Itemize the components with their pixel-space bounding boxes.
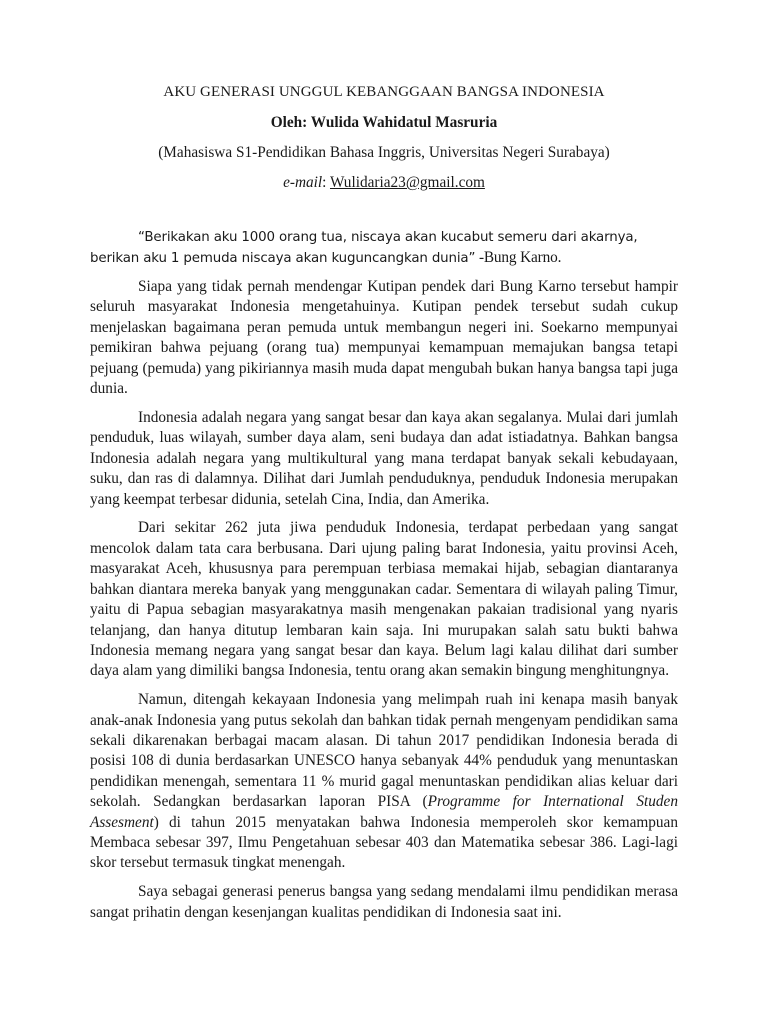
opening-quote: [90, 228, 678, 269]
document-page: [90, 84, 678, 932]
email-line: [90, 174, 678, 192]
email-label: e-mail: [283, 174, 323, 191]
email-link[interactable]: Wulidaria23@gmail.com: [329, 174, 485, 191]
author-line: Oleh: Wulida Wahidatul Masruria: [270, 114, 498, 131]
paragraph-2: Indonesia adalah negara yang sangat besar dan kaya akan segalanya. Mulai dari jumlah penduduk, luas wilayah, sumber daya alam, seni budaya dan adat istiadatnya. Bahkan bangsa Indonesia adalah negara yang multikultural yang mana terdapat banyak sekali kebudayaan, suku, dan ras di dalamnya. Dilihat dari Jumlah penduduknya, penduduk Indonesia merupakan yang keempat terbesar didunia, setelah Cina, India, dan Amerika.: [90, 408, 678, 508]
paragraph-4-part-a: Namun, ditengah kekayaan Indonesia yang melimpah ruah ini kenapa masih banyak anak-anak Indonesia yang putus sekolah dan bahkan tidak pernah mengenyam pendidikan sama sekali dikarenakan berbagai macam alasan. Di tahun 2017 pendidikan Indonesia berada di posisi 108 di dunia berdasarkan UNESCO hanya sebanyak 44% penduduk yang menuntaskan pendidikan menengah, sementara 11 % murid gagal menuntaskan pendidikan alias keluar dari sekolah. Sedangkan berdasarkan laporan PISA (: [90, 691, 678, 811]
paragraph-4: [90, 690, 678, 874]
paragraph-5: Saya sebagai generasi penerus bangsa yang sedang mendalami ilmu pendidikan merasa sangat prihatin dengan kesenjangan kualitas pendidikan di Indonesia saat ini.: [90, 883, 678, 921]
email-separator: :: [322, 174, 330, 191]
paragraph-1: Siapa yang tidak pernah mendengar Kutipan pendek dari Bung Karno tersebut hampir seluruh masyarakat Indonesia mengetahuinya. Kutipan pendek tersebut sudah cukup menjelaskan bagaimana peran pemuda untuk membangun negeri ini. Soekarno mempunyai pemikiran bahwa pejuang (orang tua) mempunyai kemampuan memajukan bangsa tetapi pejuang (pemuda) yang pikiriannya masih muda dapat mengubah bukan hanya bangsa tapi juga dunia.: [90, 278, 678, 398]
paragraph-3: Dari sekitar 262 juta jiwa penduduk Indonesia, terdapat perbedaan yang sangat mencolok dalam tata cara berbusana. Dari ujung paling barat Indonesia, yaitu provinsi Aceh, masyarakat Aceh, khususnya para perempuan terbiasa memakai hijab, sebagian diantaranya bahkan diantara mereka banyak yang menggunakan cadar. Sementara di wilayah paling Timur, yaitu di Papua sebagian masyarakatnya masih mengenakan pakaian tradisional yang nyaris telanjang, dan hanya ditutup lembaran kain saja. Ini murupakan salah satu bukti bahwa Indonesia memang negara yang sangat besar dan kaya. Belum lagi kalau dilihat dari sumber daya alam yang dimiliki bangsa Indonesia, tentu orang akan semakin bingung menghitungnya.: [90, 519, 678, 680]
document-title: AKU GENERASI UNGGUL KEBANGGAAN BANGSA INDONESIA: [163, 84, 605, 100]
quote-text: “Berikakan aku 1000 orang tua, niscaya akan kucabut semeru dari akarnya, berikan aku 1 pemuda niscaya akan kuguncangkan dunia”: [90, 230, 638, 266]
pisa-full-name: Programme for International Studen Assesment: [90, 793, 678, 831]
affiliation-line: (Mahasiswa S1-Pendidikan Bahasa Inggris, Universitas Negeri Surabaya): [158, 144, 610, 161]
paragraph-4-part-b: ) di tahun 2015 menyatakan bahwa Indonesia memperoleh skor kemampuan Membaca sebesar 397, Ilmu Pengetahuan sebesar 403 dan Matematika sebesar 386. Lagi-lagi skor tersebut termasuk tingkat menengah.: [90, 813, 678, 872]
quote-attribution: -Bung Karno.: [475, 249, 562, 266]
